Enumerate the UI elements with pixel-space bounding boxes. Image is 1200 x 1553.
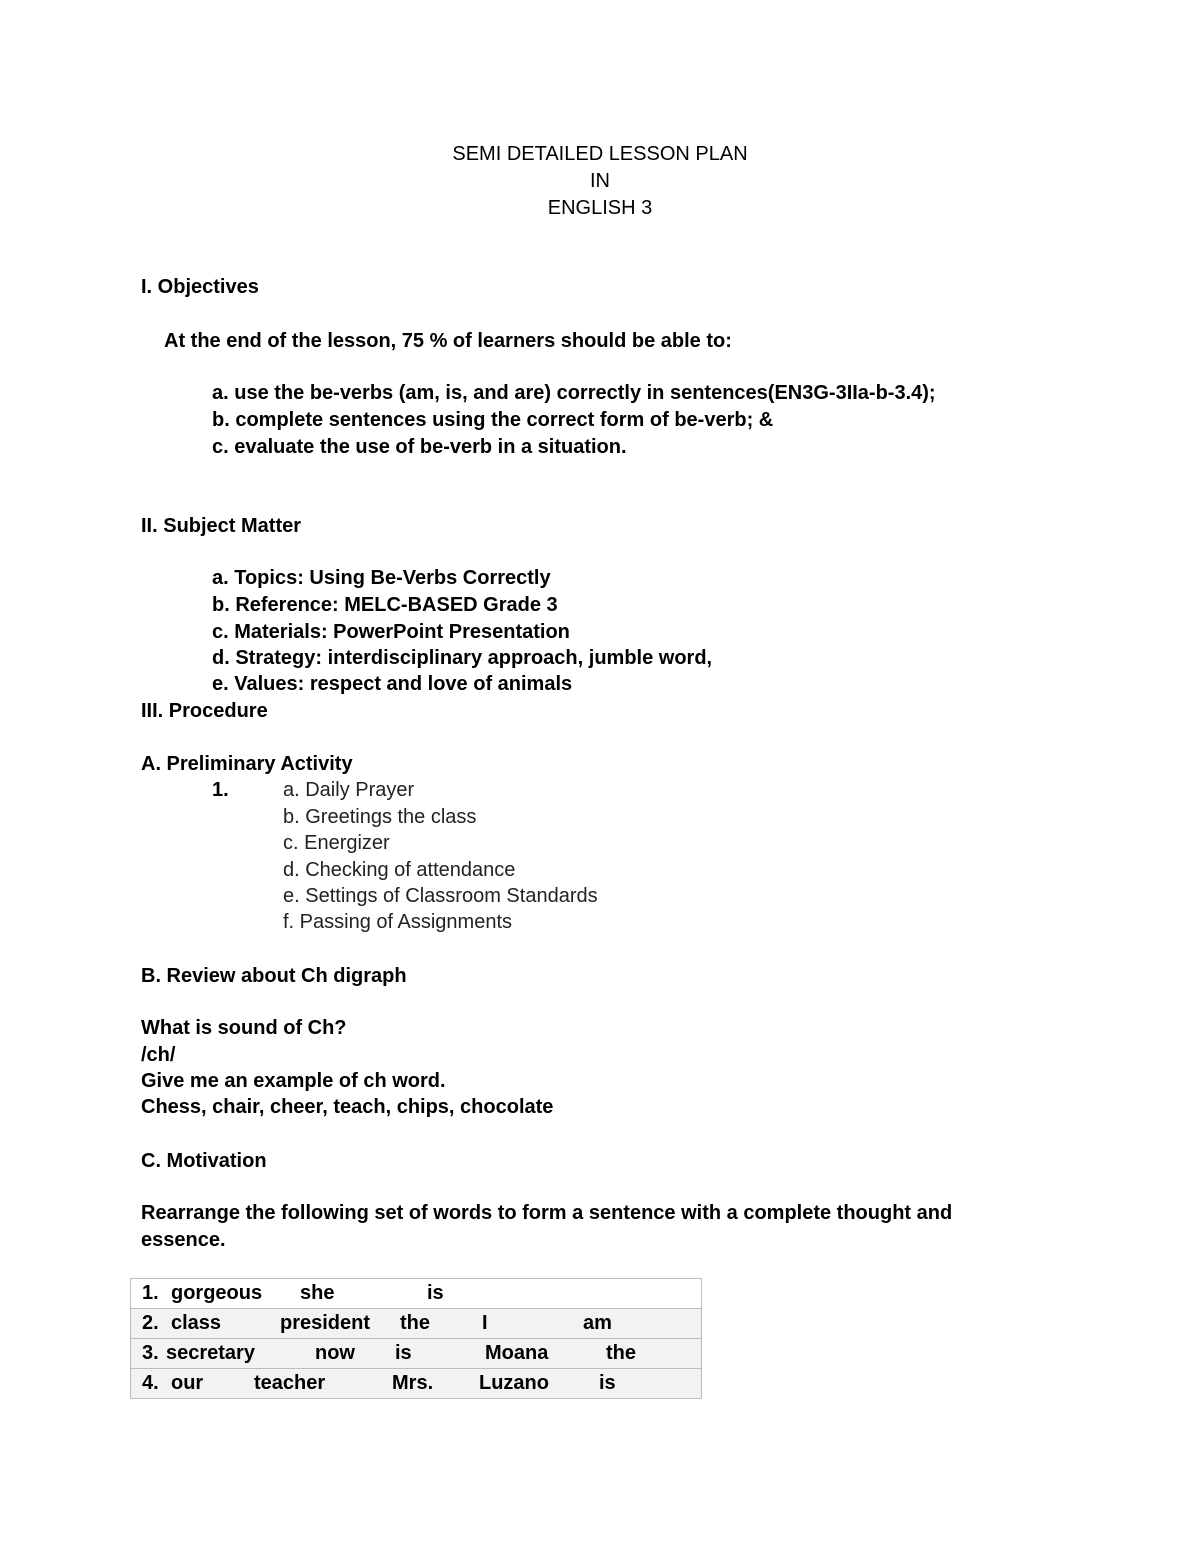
title-line-3: ENGLISH 3	[547, 197, 653, 219]
table-row	[131, 1339, 702, 1369]
review-heading: B. Review about Ch digraph	[141, 965, 407, 987]
objectives-intro: At the end of the lesson, 75 % of learners should be able to:	[164, 330, 732, 352]
preliminary-item: b. Greetings the class	[283, 806, 477, 828]
procedure-heading: III. Procedure	[141, 700, 268, 722]
preliminary-heading: A. Preliminary Activity	[141, 753, 353, 775]
jumbled-words-table	[130, 1278, 702, 1399]
review-question: Give me an example of ch word.	[141, 1070, 446, 1092]
jumbled-word: now	[315, 1342, 355, 1364]
row-number: 1.	[142, 1282, 159, 1304]
jumbled-word: president	[280, 1312, 371, 1334]
row-number: 3.	[142, 1342, 159, 1364]
jumbled-word: the	[606, 1342, 636, 1364]
subject-matter-item: d. Strategy: interdisciplinary approach, jumble word,	[212, 647, 713, 669]
preliminary-number: 1.	[212, 779, 229, 801]
jumbled-word: secretary	[166, 1342, 255, 1364]
subject-matter-item: e. Values: respect and love of animals	[212, 673, 573, 695]
preliminary-item: f. Passing of Assignments	[283, 911, 513, 933]
table-row	[131, 1369, 702, 1399]
preliminary-item: c. Energizer	[283, 832, 390, 854]
jumbled-word: am	[583, 1312, 612, 1334]
jumbled-word: Moana	[485, 1342, 549, 1364]
motivation-instruction: Rearrange the following set of words to form a sentence with a complete thought and	[141, 1202, 953, 1224]
jumbled-word: is	[427, 1282, 444, 1304]
jumbled-word: Mrs.	[392, 1372, 434, 1394]
objective-item: c. evaluate the use of be-verb in a situation.	[212, 436, 627, 458]
table-row	[131, 1279, 702, 1309]
title-line-2: IN	[590, 170, 610, 192]
subject-matter-item: b. Reference: MELC-BASED Grade 3	[212, 594, 558, 616]
title-line-1: SEMI DETAILED LESSON PLAN	[452, 143, 748, 165]
row-number: 2.	[142, 1312, 159, 1334]
review-answer: Chess, chair, cheer, teach, chips, chocolate	[141, 1096, 554, 1118]
jumbled-word: class	[171, 1312, 222, 1334]
row-number: 4.	[142, 1372, 159, 1394]
review-question: What is sound of Ch?	[141, 1017, 347, 1039]
jumbled-word: Luzano	[479, 1372, 549, 1394]
table-row	[131, 1309, 702, 1339]
subject-matter-heading: II. Subject Matter	[141, 515, 302, 537]
preliminary-item: d. Checking of attendance	[283, 859, 516, 881]
subject-matter-item: c. Materials: PowerPoint Presentation	[212, 621, 570, 643]
objectives-heading: I. Objectives	[141, 276, 259, 298]
objective-item: a. use the be-verbs (am, is, and are) correctly in sentences(EN3G-3IIa-b-3.4);	[212, 382, 936, 404]
jumbled-word: is	[395, 1342, 412, 1364]
preliminary-item: e. Settings of Classroom Standards	[283, 885, 598, 907]
subject-matter-item: a. Topics: Using Be-Verbs Correctly	[212, 567, 551, 589]
preliminary-item: a. Daily Prayer	[283, 779, 415, 801]
jumbled-word: I	[482, 1312, 488, 1334]
motivation-heading: C. Motivation	[141, 1150, 267, 1172]
jumbled-word: teacher	[254, 1372, 326, 1394]
jumbled-word: the	[400, 1312, 430, 1334]
jumbled-word: gorgeous	[171, 1282, 263, 1304]
motivation-instruction: essence.	[141, 1229, 226, 1251]
jumbled-word: is	[599, 1372, 616, 1394]
objective-item: b. complete sentences using the correct form of be-verb; &	[212, 409, 774, 431]
review-answer: /ch/	[141, 1044, 176, 1066]
jumbled-word: our	[171, 1372, 204, 1394]
jumbled-word: she	[300, 1282, 335, 1304]
